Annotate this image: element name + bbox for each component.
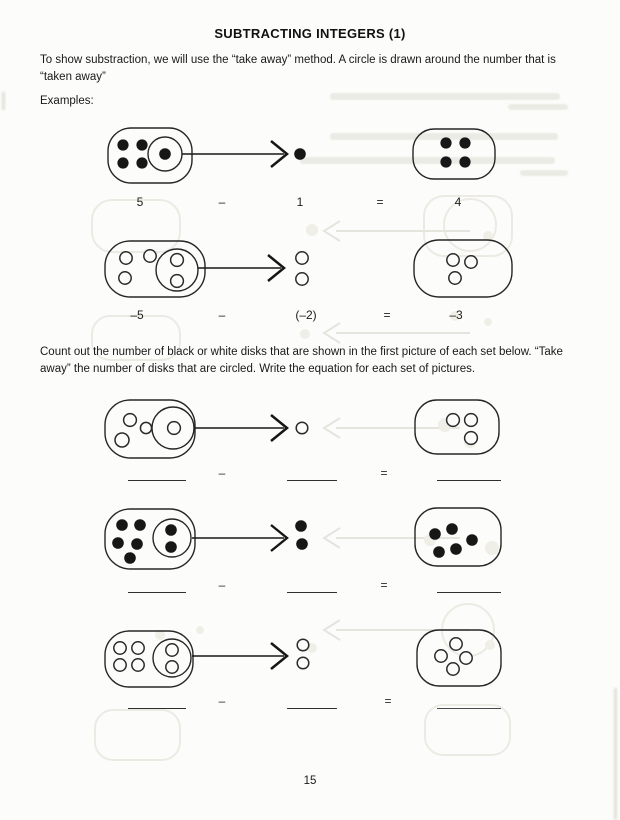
exercise-3-answer-row [0, 694, 620, 712]
example-1-figure [0, 120, 620, 196]
exercise-2-blank-minuend [128, 578, 186, 593]
instructions-paragraph: Count out the number of black or white disks that are shown in the first picture of each set below. “Take away” the number of disks that are circled. Write the equation for each set of pictures. [40, 346, 563, 376]
exercise-2-result-disks [429, 523, 478, 558]
exercise-3-equals: = [384, 694, 392, 708]
example-1-equals: = [376, 195, 384, 209]
example-2-result-box [414, 240, 512, 297]
examples-label: Examples: [40, 95, 94, 107]
example-1-takeaway-arrow [182, 141, 287, 167]
exercise-1-taken-disks [296, 422, 308, 434]
exercise-1-blank-minuend [128, 466, 186, 481]
exercise-2-blank-subtrahend [287, 578, 337, 593]
bleedthrough-text-line [330, 93, 560, 100]
exercise-2-answer-row [0, 578, 620, 596]
example-1-result-disks [440, 137, 470, 167]
bleedthrough-text-line [508, 104, 568, 110]
example-1-taken-disks [294, 148, 306, 160]
example-1-result: 4 [454, 195, 462, 209]
exercise-1-result-box [415, 400, 499, 454]
example-1-subtrahend: 1 [296, 195, 304, 209]
exercise-3-figure [0, 626, 620, 692]
example-2-equals: = [383, 308, 391, 322]
example-1-equation [0, 195, 620, 211]
exercise-1-figure [0, 396, 620, 468]
exercise-1-operator: – [218, 466, 226, 480]
exercise-2-blank-result [437, 578, 501, 593]
exercise-1-blank-result [437, 466, 501, 481]
page-number: 15 [303, 775, 317, 787]
example-2-figure [0, 236, 620, 308]
exercise-2-result-box [415, 508, 501, 566]
exercise-2-takeaway-arrow [192, 525, 287, 551]
page-title: SUBTRACTING INTEGERS (1) [214, 26, 406, 41]
example-2-result: –3 [449, 308, 463, 322]
exercise-1-equals: = [380, 466, 388, 480]
example-2-subtrahend: (–2) [295, 308, 317, 322]
exercise-3-blank-subtrahend [287, 694, 337, 709]
example-2-takeaway-arrow [198, 255, 284, 281]
example-2-taken-disks [296, 252, 308, 285]
example-1-result-box [413, 129, 495, 179]
example-2-minuend: –5 [130, 308, 144, 322]
exercise-2-figure [0, 504, 620, 576]
exercise-2-equals: = [380, 578, 388, 592]
exercise-1-answer-row [0, 466, 620, 484]
example-2-equation [0, 308, 620, 324]
intro-paragraph: To show substraction, we will use the “take away” method. A circle is drawn around the number that is “taken away” [40, 54, 556, 84]
exercise-1-result-disks [447, 414, 478, 445]
scan-edge-smudge [2, 92, 5, 110]
exercise-1-blank-subtrahend [287, 466, 337, 481]
exercise-3-operator: – [218, 694, 226, 708]
exercise-1-takeaway-arrow [195, 415, 287, 441]
exercise-3-taken-disks [297, 639, 309, 669]
exercise-3-blank-result [437, 694, 501, 709]
example-2-result-disks [447, 254, 477, 284]
exercise-3-result-disks [435, 638, 472, 675]
example-2-operator: – [218, 308, 226, 322]
example-1-operator: – [218, 195, 226, 209]
example-1-minuend: 5 [136, 195, 144, 209]
exercise-3-blank-minuend [128, 694, 186, 709]
exercise-2-taken-disks [295, 520, 308, 550]
exercise-3-takeaway-arrow [192, 643, 287, 669]
exercise-2-operator: – [218, 578, 226, 592]
